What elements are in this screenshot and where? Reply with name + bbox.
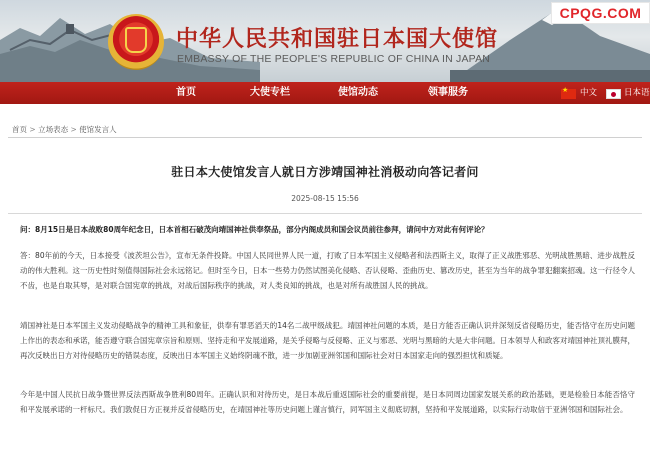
article-title: 驻日本大使馆发言人就日方涉靖国神社消极动向答记者问 [171, 165, 479, 179]
article-question: 问：8月15日是日本战败80周年纪念日，日本首相石破茂向靖国神社供奉祭品，部分内阁成员和国会议员前往参拜，请问中方对此有何评论？ [20, 225, 489, 234]
breadcrumb-separator: > [70, 125, 77, 134]
national-emblem-icon[interactable] [108, 14, 164, 70]
breadcrumb-home[interactable]: 首页 [12, 125, 27, 134]
nav-item-embassy-news[interactable]: 使馆动态 [338, 87, 378, 98]
article-paragraph-1: 答：80年前的今天，日本接受《波茨坦公告》，宣布无条件投降。中国人民同世界人民一道，打败了日本军国主义侵略者和法西斯主义，取得了正义战胜邪恶、光明战胜黑暗、进步战胜反动的伟大胜利。这一历史性时刻值得国际社会永远铭记。但时至今日，日本一些势力仍然试图美化侵略、否认侵略、歪曲历史、篡改历史，甚至为当年的战争罪犯翻案招魂。这一行径令人不齿，也是自取其辱，是对联合国宪章的挑战，对战后国际秩序的挑战，对人类良知的挑战，也是对所有战胜国人民的挑战。 [20, 251, 635, 290]
article-date: 2025-08-15 15:56 [291, 194, 359, 203]
site-title[interactable]: 中华人民共和国驻日本国大使馆 [176, 27, 499, 52]
breadcrumb-divider [8, 137, 642, 138]
breadcrumb-separator: > [29, 125, 36, 134]
article-paragraph-2: 靖国神社是日本军国主义发动侵略战争的精神工具和象征，供奉有罪恶滔天的14名二战甲级战犯。靖国神社问题的本质，是日方能否正确认识并深刻反省侵略历史，能否恪守在历史问题上作出的表态和承诺，能否遵守联合国宪章宗旨和原则、坚持走和平发展道路，是关乎侵略与反侵略、正义与邪恶、光明与黑暗的大是大非问题。日本领导人和政客对靖国神社顶礼膜拜，再次反映出日方对待侵略历史的错误态度，反映出日本军国主义始终阴魂不散，进一步加剧亚洲邻国和国际社会对日本国家走向的强烈担忧和质疑。 [20, 321, 635, 360]
nav-item-consular[interactable]: 领事服务 [428, 87, 468, 98]
lang-chinese[interactable]: 中文 [580, 88, 598, 98]
nav-item-home[interactable]: 首页 [176, 87, 196, 98]
article-paragraph-3: 今年是中国人民抗日战争暨世界反法西斯战争胜利80周年。正确认识和对待历史，是日本战后重返国际社会的重要前提，是日本同周边国家发展关系的政治基础，更是检验日本能否恪守和平发展承诺的一杆标尺。我们敦促日方正视并反省侵略历史，在靖国神社等历史问题上谨言慎行，同军国主义彻底切割，坚持和平发展道路，以实际行动取信于亚洲邻国和国际社会。 [20, 390, 635, 414]
breadcrumb [12, 124, 117, 135]
site-subtitle: EMBASSY OF THE PEOPLE'S REPUBLIC OF CHINA IN JAPAN [177, 53, 491, 65]
header-banner [0, 0, 650, 82]
nav-item-ambassador[interactable]: 大使专栏 [250, 87, 290, 98]
breadcrumb-spokesperson[interactable]: 使馆发言人 [79, 125, 117, 134]
china-flag-icon[interactable] [561, 89, 576, 99]
watermark-label: CPQG.COM [551, 2, 650, 24]
main-nav [0, 82, 650, 104]
breadcrumb-position[interactable]: 立场表态 [38, 125, 69, 134]
lang-japanese[interactable]: 日本语 [624, 88, 650, 98]
japan-flag-icon[interactable] [606, 89, 621, 99]
article-divider [8, 213, 642, 214]
